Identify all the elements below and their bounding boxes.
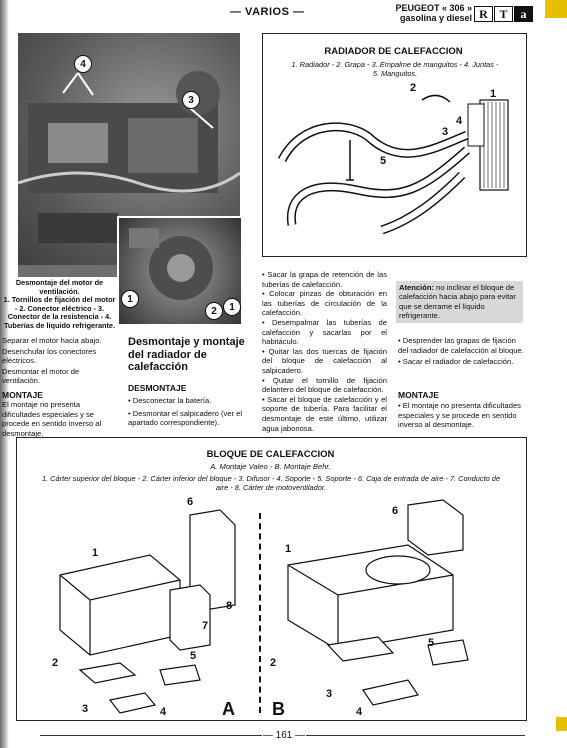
photo-lower-strip (18, 265, 118, 277)
col1-step: Separar el motor hacia abajo. (2, 336, 102, 345)
vehicle-model-name: PEUGEOT « 306 » (395, 3, 472, 13)
col4-montaje-text: • El montaje no presenta dificultades especiales y se procede en sentido inverso al desmontaje. (398, 401, 521, 430)
block-a-callout-4: 4 (160, 706, 167, 718)
radiator-callout-1: 1 (490, 88, 497, 100)
col1-step: Desenchufar los conectores eléctricos. (2, 346, 97, 366)
col1-steps (2, 336, 114, 387)
section-title: — VARIOS — (230, 6, 305, 18)
callout-2: 2 (205, 302, 223, 320)
radiator-figure-title: RADIADOR DE CALEFACCION (324, 46, 463, 57)
attention-text: no inclinar el bloque de calefacción hacia abajo para evitar que se derrame el líquido refrigerante. (399, 283, 516, 321)
logo-letter-t: T (494, 6, 513, 22)
heater-block-subtitle: A. Montaje Valeo - B. Montaje Behr. (210, 462, 331, 471)
block-a-callout-7: 7 (202, 620, 209, 632)
variant-label-a: A (222, 699, 235, 719)
callout-1-left: 1 (121, 290, 139, 308)
col3-steps (262, 270, 387, 433)
figure-divider (259, 513, 261, 713)
block-a-callout-1: 1 (92, 547, 99, 559)
col1-step: Desmontar el motor de ventilación. (2, 366, 80, 386)
desmontaje-steps (128, 396, 256, 431)
page-number: — 161 — (262, 730, 306, 741)
heater-block-title: BLOQUE DE CALEFACCION (206, 449, 335, 460)
block-b-callout-4: 4 (356, 706, 363, 718)
col3-step: • Colocar pinzas de obturación en las tuberías de circulación de la calefacción. (262, 289, 387, 318)
block-a-callout-3: 3 (82, 703, 89, 715)
col4-steps (398, 336, 524, 369)
desmontaje-step: • Desconectar la batería. (128, 396, 212, 405)
radiator-figure-legend: 1. Radiador - 2. Grapa - 3. Empalme de manguitos - 4. Juntas - 5. Manguitos. (291, 60, 499, 78)
block-a-callout-8: 8 (226, 600, 233, 612)
chapter-color-tab (545, 0, 567, 18)
col4-step: • Desprender las grapas de fijación del radiador de calefacción al bloque. (398, 336, 524, 355)
logo-letter-r: R (474, 6, 493, 22)
radiator-callout-2: 2 (410, 82, 417, 94)
col1-montaje-heading: MONTAJE (2, 390, 43, 400)
callout-3: 3 (182, 91, 200, 109)
col3-step: • Sacar el bloque de calefacción y el soporte de tubería. Para facilitar el desmontaje de este último, utilizar agua jabonosa. (262, 394, 387, 433)
logo-letter-a: a (514, 6, 533, 22)
photo-caption (2, 278, 117, 330)
desmontaje-step: • Desmontar el salpicadero (ver el apartado correspondiente). (128, 408, 243, 428)
radiator-callout-3: 3 (442, 126, 449, 138)
radiator-callout-4: 4 (456, 115, 463, 127)
callout-1-right: 1 (223, 298, 241, 316)
attention-note (396, 281, 523, 323)
col1-montaje-text: El montaje no presenta dificultades especiales y se procede en sentido inverso al desmontaje. (2, 400, 102, 438)
col3-step: • Desempalmar las tuberías de calefacción y sacarlas por el habitáculo. (262, 317, 387, 347)
heater-block-drawing-b (268, 495, 518, 715)
callout-4: 4 (74, 55, 92, 73)
desmontaje-heading: DESMONTAJE (128, 383, 187, 393)
heater-block-legend: 1. Cárter superior del bloque - 2. Cárter inferior del bloque - 3. Difusor - 4. Soporte - 5. Soporte - 6. Caja de entrada de aire - 7. Conducto de aire - 8. Cárter de motoventilador. (41, 474, 501, 492)
col3-step: • Quitar las dos tuercas de fijación del bloque de calefacción al salpicadero. (262, 346, 387, 375)
radiator-removal-title: Desmontaje y montaje del radiador de calefacción (128, 336, 245, 373)
rta-logo (474, 6, 534, 22)
block-b-callout-3: 3 (326, 688, 333, 700)
vehicle-model (392, 3, 472, 23)
caption-title: Desmontaje del motor de ventilación. (15, 278, 104, 296)
variant-label-b: B (272, 699, 285, 719)
vehicle-model-variant: gasolina y diesel (399, 13, 472, 23)
caption-legend: 1. Tornillos de fijación del motor - 2. Conector eléctrico - 3. Conector de la resistencia - 4. Tuberías de líquido refrigerante. (3, 295, 116, 330)
attention-label: Atención: (399, 283, 435, 292)
col3-step: • Quitar el tornillo de fijación delantero del bloque de calefacción. (262, 375, 387, 395)
fan-motor-inset-photo (117, 216, 243, 326)
block-a-callout-5: 5 (190, 650, 197, 662)
block-b-callout-5: 5 (428, 637, 435, 649)
block-a-callout-6: 6 (187, 496, 194, 508)
radiator-drawing (262, 80, 525, 255)
block-a-callout-2: 2 (52, 657, 59, 669)
radiator-callout-5: 5 (380, 155, 387, 167)
col4-montaje-heading: MONTAJE (398, 390, 439, 400)
col4-step: • Sacar el radiador de calefacción. (398, 357, 514, 367)
block-b-callout-1: 1 (285, 543, 292, 555)
block-b-callout-6: 6 (392, 505, 399, 517)
heater-block-drawing-a (40, 495, 255, 715)
col3-step: • Sacar la grapa de retención de las tuberías de calefacción. (262, 270, 387, 289)
block-b-callout-2: 2 (270, 657, 277, 669)
chapter-color-tab-bottom (556, 717, 567, 731)
